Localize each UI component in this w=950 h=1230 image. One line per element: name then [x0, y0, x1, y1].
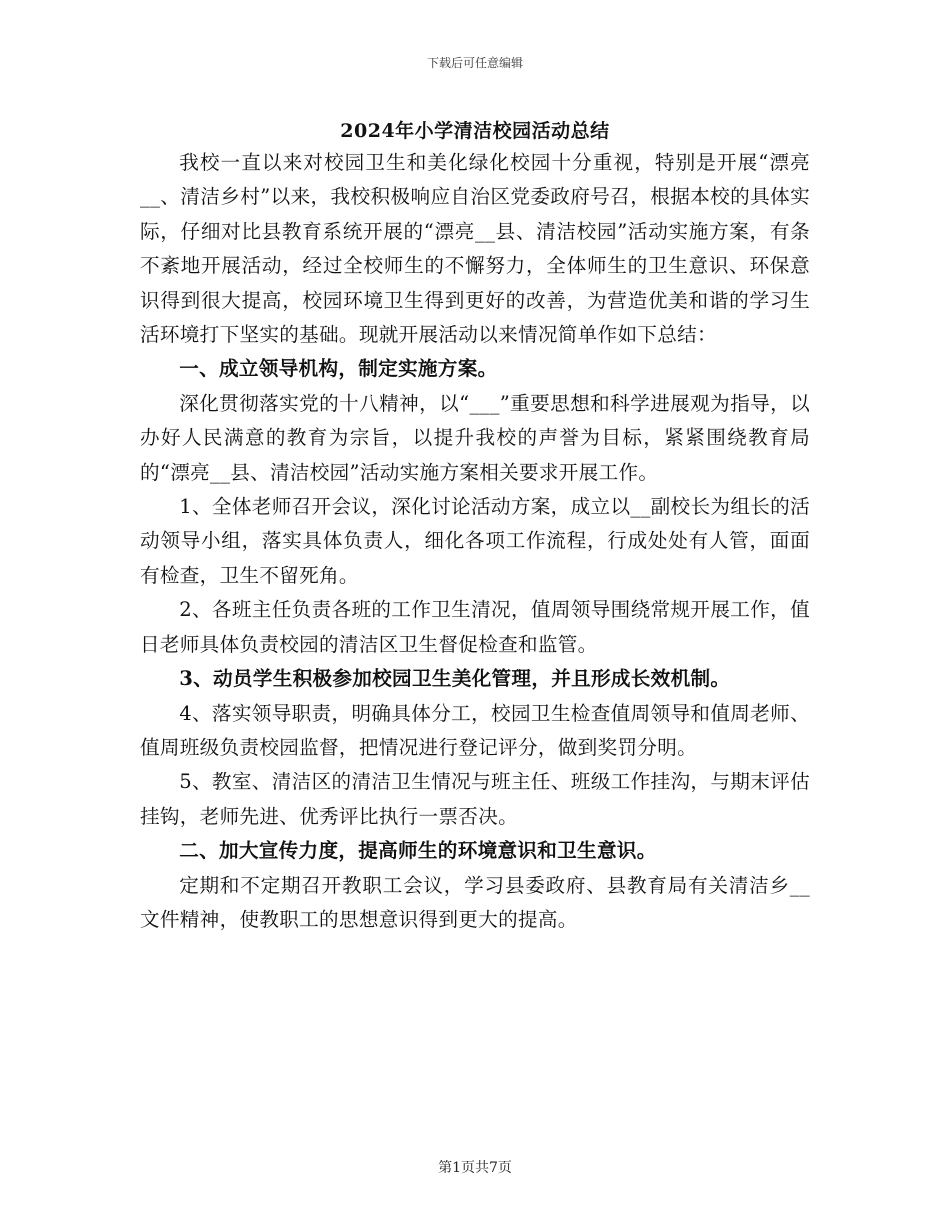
section-heading-2: 二、加大宣传力度，提高师生的环境意识和卫生意识。 [179, 839, 657, 863]
section-1-paragraph: 深化贯彻落实党的十八精神，以“___”重要思想和科学进展观为指导，以办好人民满意的教育为宗旨，以提升我校的声誉为目标，紧紧围绕教育局的“漂亮__县、清洁校园”活动实施方案相关要求开展工作。 [140, 391, 810, 484]
section-2-paragraph: 定期和不定期召开教职工会议，学习县委政府、县教育局有关清洁乡__文件精神，使教职工的思想意识得到更大的提高。 [140, 873, 810, 931]
list-item-1: 1、全体老师召开会议，深化讨论活动方案，成立以__副校长为组长的活动领导小组，落实具体负责人，细化各项工作流程，行成处处有人管，面面有检查，卫生不留死角。 [140, 495, 810, 587]
list-item-5: 5、教室、清洁区的清洁卫生情况与班主任、班级工作挂沟，与期末评估挂钩，老师先进、优秀评比执行一票否决。 [140, 770, 810, 828]
page-header-note: 下载后可任意编辑 [426, 56, 523, 70]
document-body [140, 146, 810, 937]
list-item-2: 2、各班主任负责各班的工作卫生清况，值周领导围绕常规开展工作，值日老师具体负责校园的清洁区卫生督促检查和监管。 [140, 598, 810, 656]
list-item-3-bold: 3、动员学生积极参加校园卫生美化管理，并且形成长效机制。 [179, 667, 731, 691]
intro-paragraph: 我校一直以来对校园卫生和美化绿化校园十分重视，特别是开展“漂亮__、清洁乡村”以来，我校积极响应自治区党委政府号召，根据本校的具体实际，仔细对比县教育系统开展的“漂亮__县、清洁校园”活动实施方案，有条不紊地开展活动，经过全校师生的不懈努力，全体师生的卫生意识、环保意识得到很大提高，校园环境卫生得到更好的改善，为营造优美和谐的学习生活环境打下坚实的基础。现就开展活动以来情况简单作如下总结： [140, 151, 810, 347]
section-heading-1: 一、成立领导机构，制定实施方案。 [179, 357, 498, 381]
document-title: 2024年小学清洁校园活动总结 [340, 120, 610, 142]
list-item-4: 4、落实领导职责，明确具体分工，校园卫生检查值周领导和值周老师、值周班级负责校园监督，把情况进行登记评分，做到奖罚分明。 [140, 701, 810, 759]
page-number: 第1页共7页 [438, 1160, 512, 1176]
